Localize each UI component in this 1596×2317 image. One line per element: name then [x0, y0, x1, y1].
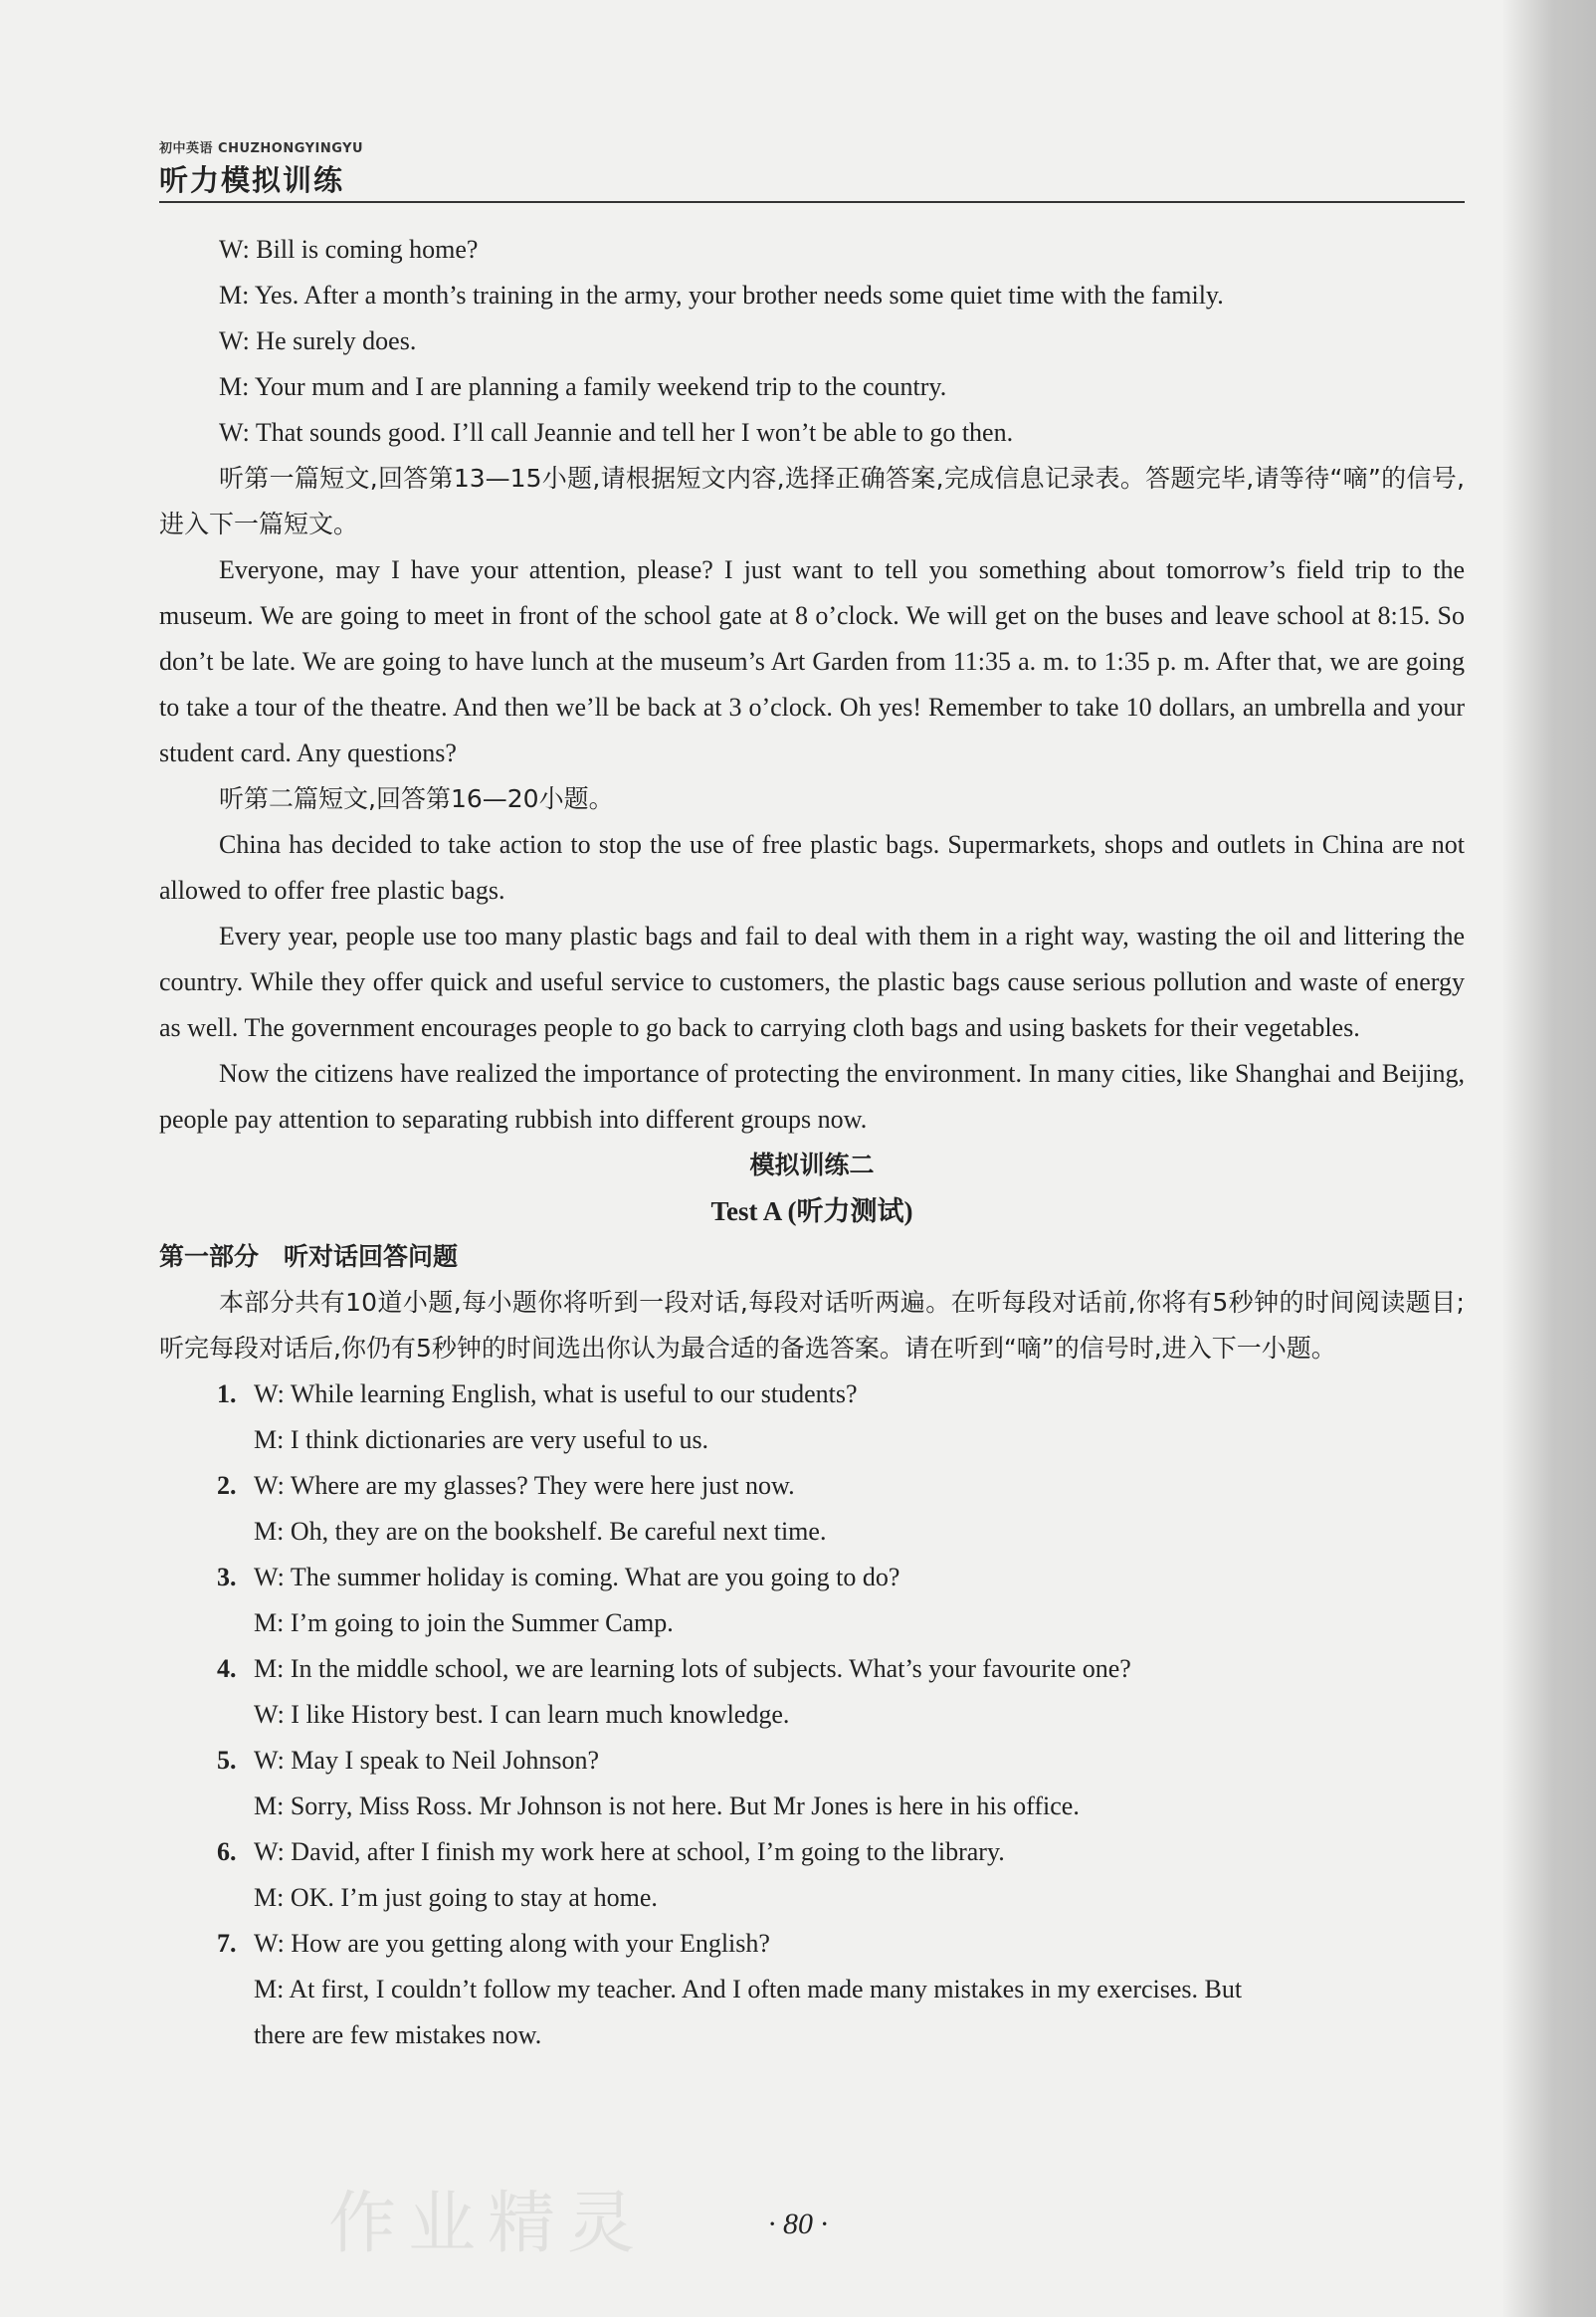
- part-heading: 第一部分 听对话回答问题: [159, 1242, 459, 1271]
- passage1-instruction: 听第一篇短文,回答第13—15小题,请根据短文内容,选择正确答案,完成信息记录表。答题完毕,请等待“嘀”的信号,进入下一篇短文。: [159, 464, 1465, 538]
- passage2-paragraph: China has decided to take action to stop the use of free plastic bags. Supermarkets, shops and outlets in China are not allowed to offer free plastic bags.: [159, 830, 1465, 905]
- header-subtitle: 初中英语 CHUZHONGYINGYU: [159, 141, 364, 156]
- answer-line: M: OK. I’m just going to stay at home.: [254, 1883, 658, 1912]
- header-title: 听力模拟训练: [159, 163, 345, 197]
- question-line: W: Where are my glasses? They were here just now.: [254, 1471, 795, 1500]
- watermark: 作业精灵: [328, 2185, 648, 2263]
- passage2-paragraph: Now the citizens have realized the importance of protecting the environment. In many cities, like Shanghai and Beijing, people pay attention to separating rubbish into different groups now.: [159, 1059, 1465, 1134]
- answer-line-continued: there are few mistakes now.: [254, 2020, 542, 2049]
- page-content: [159, 227, 1465, 2058]
- question-line: W: The summer holiday is coming. What are you going to do?: [254, 1563, 900, 1591]
- question-line: W: While learning English, what is useful to our students?: [254, 1379, 858, 1408]
- question-number: 4.: [217, 1654, 237, 1683]
- question-number: 3.: [217, 1563, 237, 1591]
- question-item: [159, 1463, 1465, 1509]
- question-item: [159, 1371, 1465, 1417]
- answer-line: M: At first, I couldn’t follow my teacher. And I often made many mistakes in my exercises. But: [254, 1975, 1243, 2003]
- question-number: 7.: [217, 1929, 237, 1958]
- answer-line: M: I’m going to join the Summer Camp.: [254, 1608, 674, 1637]
- dialogue-line: M: Yes. After a month’s training in the army, your brother needs some quiet time with the family.: [219, 281, 1224, 310]
- question-number: 2.: [217, 1471, 237, 1500]
- part-instruction: 本部分共有10道小题,每小题你将听到一段对话,每段对话听两遍。在听每段对话前,你将有5秒钟的时间阅读题目;听完每段对话后,你仍有5秒钟的时间选出你认为最合适的备选答案。请在听到“嘀”的信号时,进入下一小题。: [159, 1288, 1465, 1363]
- question-number: 6.: [217, 1837, 237, 1866]
- passage2-instruction: 听第二篇短文,回答第16—20小题。: [219, 784, 614, 813]
- test-title: Test A (听力测试): [710, 1196, 913, 1226]
- page-number: · 80 ·: [768, 2208, 828, 2240]
- question-item: [159, 1555, 1465, 1600]
- section-title: 模拟训练二: [749, 1151, 875, 1179]
- question-line: W: May I speak to Neil Johnson?: [254, 1746, 600, 1775]
- question-number: 5.: [217, 1746, 237, 1775]
- question-item: [159, 1738, 1465, 1784]
- dialogue-line: M: Your mum and I are planning a family weekend trip to the country.: [219, 372, 947, 401]
- answer-line: M: Oh, they are on the bookshelf. Be careful next time.: [254, 1517, 827, 1546]
- dialogue-line: W: He surely does.: [219, 326, 417, 355]
- question-item: [159, 1646, 1465, 1692]
- question-line: W: David, after I finish my work here at school, I’m going to the library.: [254, 1837, 1005, 1866]
- passage2-paragraph: Every year, people use too many plastic bags and fail to deal with them in a right way, wasting the oil and littering the country. While they offer quick and useful service to customers, the plastic bags cause serious pollution and waste of energy as well. The government encourages people to go back to carrying cloth bags and using baskets for their vegetables.: [159, 922, 1465, 1042]
- answer-line: W: I like History best. I can learn much knowledge.: [254, 1700, 790, 1729]
- question-line: W: How are you getting along with your English?: [254, 1929, 770, 1958]
- question-line: M: In the middle school, we are learning lots of subjects. What’s your favourite one?: [254, 1654, 1131, 1683]
- page-edge-shadow: [1501, 0, 1596, 2317]
- header-rule: [159, 201, 1465, 203]
- answer-line: M: I think dictionaries are very useful to us.: [254, 1425, 709, 1454]
- question-item: [159, 1829, 1465, 1875]
- dialogue-line: W: Bill is coming home?: [219, 235, 479, 264]
- passage1-text: Everyone, may I have your attention, please? I just want to tell you something about tomorrow’s field trip to the museum. We are going to meet in front of the school gate at 8 o’clock. We will get on the buses and leave school at 8:15. So don’t be late. We are going to have lunch at the museum’s Art Garden from 11:35 a. m. to 1:35 p. m. After that, we are going to take a tour of the theatre. And then we’ll be back at 3 o’clock. Oh yes! Remember to take 10 dollars, an umbrella and your student card. Any questions?: [159, 555, 1465, 767]
- running-header: [159, 137, 1463, 199]
- dialogue-line: W: That sounds good. I’ll call Jeannie and tell her I won’t be able to go then.: [219, 418, 1014, 447]
- question-number: 1.: [217, 1379, 237, 1408]
- answer-line: M: Sorry, Miss Ross. Mr Johnson is not here. But Mr Jones is here in his office.: [254, 1791, 1080, 1820]
- question-item: [159, 1921, 1465, 1967]
